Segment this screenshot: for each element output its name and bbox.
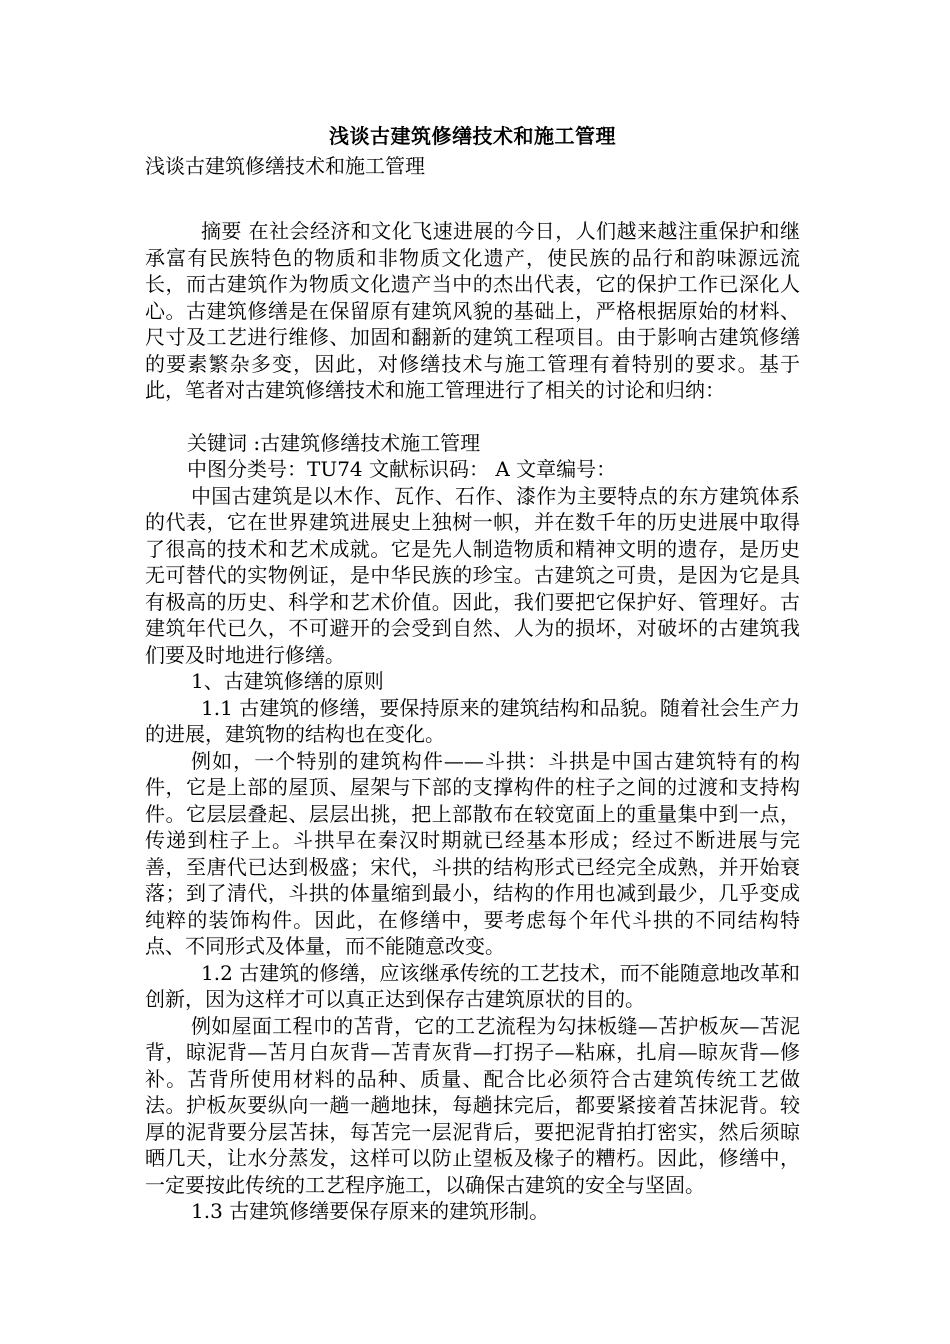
section-1-2-example-paragraph: 例如屋面工程巾的苫背，它的工艺流程为勾抹板缝—苫护板灰—苫泥背，晾泥背—苫月白灰背—苫青灰背—打拐子—粘麻，扎肩—晾灰背—修补。苫背所使用材料的品种、质量、配合比必须符合古建筑传统工艺做法。护板灰要纵向一趟一趟地抹，每趟抹完后，都要紧接着苫抹泥背。较厚的泥背要分层苫抹，每苫完一层泥背后，要把泥背拍打密实，然后须晾晒几天，让水分蒸发，这样可以防止望板及椽子的糟朽。因此，修缮中，一定要按此传统的工艺程序施工，以确保古建筑的安全与坚固。 xyxy=(145,1013,800,1197)
abstract-paragraph: 摘要 在社会经济和文化飞速进展的今日，人们越来越注重保护和继承富有民族特色的物质和非物质文化遗产，使民族的品行和韵味源远流长，而古建筑作为物质文化遗产当中的杰出代表，它的保护工作已深化人心。古建筑修缮是在保留原有建筑风貌的基础上，严格根据原始的材料、尺寸及工艺进行维修、加固和翻新的建筑工程项目。由于影响古建筑修缮的要素繁杂多变，因此，对修缮技术与施工管理有着特别的要求。基于此，笔者对古建筑修缮技术和施工管理进行了相关的讨论和归纳： xyxy=(145,219,800,402)
spacer xyxy=(145,192,800,218)
section-1-2-paragraph: 1.2 古建筑的修缮，应该继承传统的工艺技术，而不能随意地改革和创新，因为这样才可以真正达到保存古建筑原状的目的。 xyxy=(145,960,800,1011)
document-subtitle: 浅谈古建筑修缮技术和施工管理 xyxy=(145,154,425,178)
classification-line: 中图分类号：TU74 文献标识码： A 文章编号： xyxy=(187,457,617,481)
keywords-line: 关键词 :古建筑修缮技术施工管理 xyxy=(187,430,481,455)
section-1-heading: 1、古建筑修缮的原则 xyxy=(191,669,384,693)
intro-paragraph: 中国古建筑是以木作、瓦作、石作、漆作为主要特点的东方建筑体系的代表，它在世界建筑进展史上独树一帜，并在数千年的历史进展中取得了很高的技术和艺术成就。它是先人制造物质和精神文明的遗存，是历史无可替代的实物例证，是中华民族的珍宝。古建筑之可贵，是因为它是具有极高的历史、科学和艺术价值。因此，我们要把它保护好、管理好。古建筑年代已久，不可避开的会受到自然、人为的损坏，对破坏的古建筑我们要及时地进行修缮。 xyxy=(145,483,800,667)
spacer xyxy=(145,404,800,430)
section-1-1-example-paragraph: 例如，一个特别的建筑构件——斗拱：斗拱是中国古建筑特有的构件，它是上部的屋顶、屋架与下部的支撑构件的柱子之间的过渡和支持构件。它层层叠起、层层出挑，把上部散布在较宽面上的重量集中到一点，传递到柱子上。斗拱早在秦汉时期就已经基本形成；经过不断进展与完善，至唐代已达到极盛；宋代，斗拱的结构形式已经完全成熟，并开始衰落；到了清代，斗拱的体量缩到最小，结构的作用也减到最少，几乎变成纯粹的装饰构件。因此，在修缮中，要考虑每个年代斗拱的不同结构特点、不同形式及体量，而不能随意改变。 xyxy=(145,748,800,958)
document-page xyxy=(145,120,800,1225)
section-1-3-paragraph: 1.3 古建筑修缮要保存原来的建筑形制。 xyxy=(191,1199,550,1223)
document-title: 浅谈古建筑修缮技术和施工管理 xyxy=(329,124,616,148)
section-1-1-paragraph: 1.1 古建筑的修缮，要保持原来的建筑结构和品貌。随着社会生产力的进展，建筑物的结构也在变化。 xyxy=(145,695,800,746)
